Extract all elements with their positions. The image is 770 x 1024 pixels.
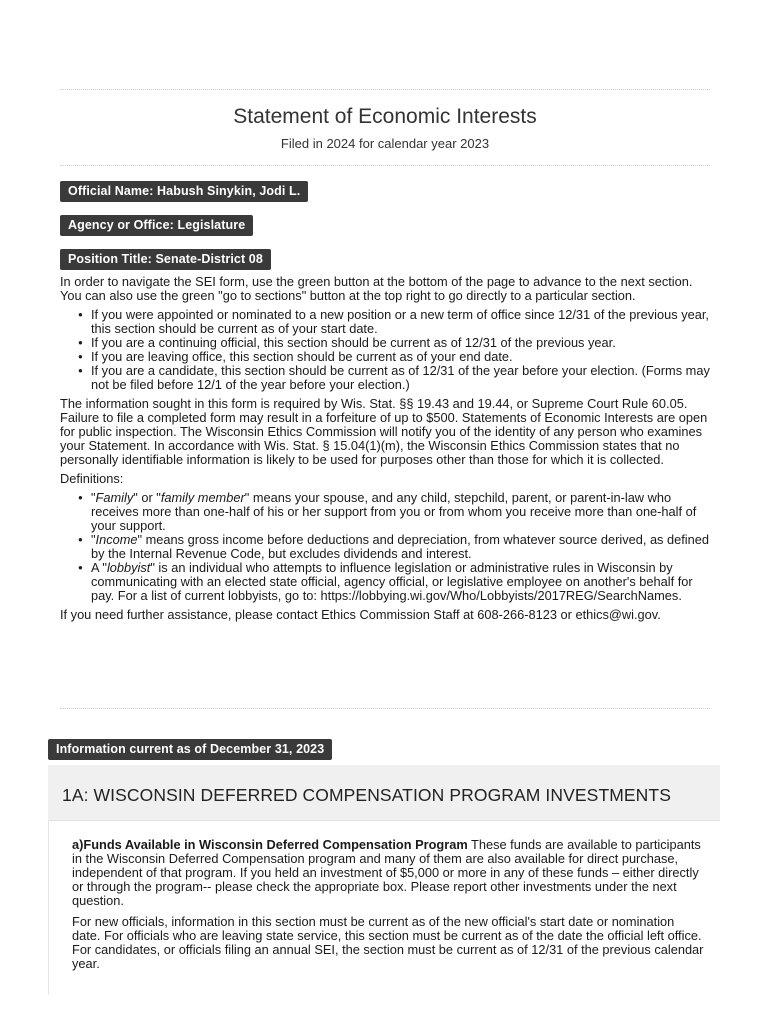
section-1a-funds-text <box>72 838 704 908</box>
page-subtitle: Filed in 2024 for calendar year 2023 <box>280 136 490 151</box>
info-current-tag: Information current as of December 31, 2023 <box>48 739 332 760</box>
term-income: Income <box>95 532 138 547</box>
definition-lobbyist: ● A "lobbyist" is an individual who attempts to influence legislation or administrative rules in Wisconsin by communicating with an elected state official, agency official, or legislative employee on another's behalf for pay. For a list of current lobbyists, go to: https://lobbying.wi.gov/Who/Lobbyists/2017REG/SearchNames. <box>78 561 712 603</box>
definition-family-text: " means your spouse, and any child, stepchild, parent, or parent-in-law who receives more than one-half of his or her support from you or from whom you receive more than one-half of your support. <box>91 490 697 533</box>
funds-label: a)Funds Available in Wisconsin Deferred Compensation Program <box>72 837 468 852</box>
assistance-contact: If you need further assistance, please contact Ethics Commission Staff at 608-266-8123 or <box>60 607 572 622</box>
legal-notice: The information sought in this form is required by Wis. Stat. §§ 19.43 and 19.44, or Supreme Court Rule 60.05. Failure to file a completed form may result in a forfeiture of up to $500. Statements of Economic Interests are open for public inspection. The Wisconsin Ethics Commission will notify you of the identity of any person who examines your Statement. In accordance with Wis. Stat. § 15.04(1)(m), the Wisconsin Ethics Commission states that no personally identifiable information is likely to be used for purposes other than those for which it is collected. <box>60 396 708 467</box>
definition-income-text: " means gross income before deductions and depreciation, from whatever source derived, as defined by the Internal Revenue Code, but excludes dividends and interest. <box>91 532 709 561</box>
currency-rules-list <box>60 308 712 392</box>
term-family: Family <box>95 490 134 505</box>
definition-income: ● "Income" means gross income before deductions and depreciation, from whatever source derived, as defined by the Internal Revenue Code, but excludes dividends and interest. <box>78 533 712 561</box>
list-item: ● If you are a continuing official, this section should be current as of 12/31 of the previous year. <box>78 336 712 350</box>
agency-tag: Agency or Office: Legislature <box>60 215 253 236</box>
definition-family: ● "Family" or "family member" means your spouse, and any child, stepchild, parent, or parent-in-law who receives more than one-half of his or her support from you or from whom you receive more than one-half of your support. <box>78 491 712 533</box>
nav-instructions: In order to navigate the SEI form, use the green button at the bottom of the page to advance to the next section. You can also use the green "go to sections" button at the top right to go directly to a particular section. <box>60 274 693 303</box>
position-title-tag: Position Title: Senate-District 08 <box>60 249 271 270</box>
definition-lobbyist-prefix: A " <box>91 560 107 575</box>
ethics-email-link[interactable]: ethics@wi.gov <box>575 607 658 622</box>
funds-description: These funds are available to participants in the Wisconsin Deferred Compensation program and many of them are also available for direct purchase, independent of that program. If you held an investment of $5,000 or more in any of these funds – either directly or through the program-- please check the appropriate box. Please report other investments under the next question. <box>72 837 701 908</box>
official-name-tag: Official Name: Habush Sinykin, Jodi L. <box>60 181 308 202</box>
list-item: ● If you were appointed or nominated to a new position or a new term of office since 12/31 of the previous year, this section should be current as of your start date. <box>78 308 712 336</box>
lobbyist-list-link[interactable]: https://lobbying.wi.gov/Who/Lobbyists/2017REG/SearchNames <box>320 588 679 603</box>
term-lobbyist: lobbyist <box>106 560 151 575</box>
assistance-text: If you need further assistance, please contact Ethics Commission Staff at 608-266-8123 or ethics@wi.gov. <box>60 607 661 622</box>
section-divider <box>60 708 710 709</box>
section-1a-title: 1A: WISCONSIN DEFERRED COMPENSATION PROGRAM INVESTMENTS <box>62 785 671 805</box>
list-item: ● If you are a candidate, this section should be current as of 12/31 of the year before your election. (Forms may not be filed before 12/1 of the year before your election.) <box>78 364 712 392</box>
instructions <box>60 275 712 627</box>
definition-family-or: " or " <box>133 490 161 505</box>
page-title: Statement of Economic Interests <box>233 105 537 128</box>
title-divider <box>60 165 710 166</box>
term-family-member: family member <box>160 490 245 505</box>
definitions-label: Definitions: <box>60 471 124 486</box>
section-1a-currency-text: For new officials, information in this section must be current as of the new official's start date or nomination date. For officials who are leaving state service, this section must be current as of the date the official left office. For candidates, or officials filing an annual SEI, the section must be current as of 12/31 of the previous calendar year. <box>72 914 704 971</box>
definitions-list <box>60 491 712 603</box>
list-item: ● If you are leaving office, this section should be current as of your end date. <box>78 350 712 364</box>
definition-lobbyist-text: " is an individual who attempts to influence legislation or administrative rules in Wisconsin by communicating with an elected state official, agency official, or legislative employee on another's behalf for pay. For a list of current lobbyists, go to: <box>91 560 693 603</box>
top-divider <box>60 89 710 90</box>
